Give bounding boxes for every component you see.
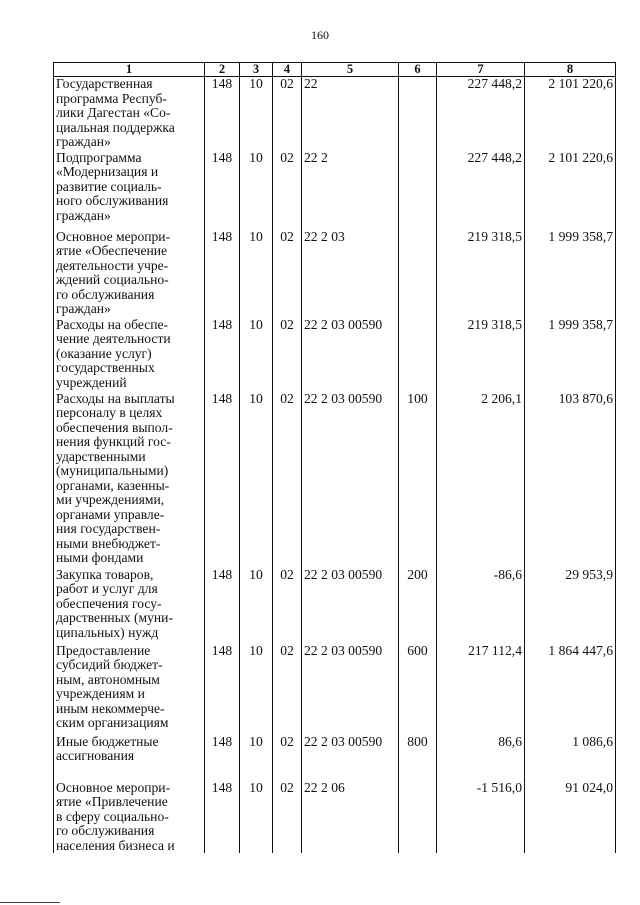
amount-change-cell: 227 448,2 xyxy=(437,151,525,230)
row-name-line: дарственных (муни- xyxy=(56,610,173,625)
target-article-cell: 22 2 03 00590 xyxy=(302,392,399,568)
table-row xyxy=(54,392,616,568)
row-name-line: обеспечения выпол- xyxy=(56,419,173,435)
target-article-cell: 22 xyxy=(302,77,399,151)
amount-total-cell: 1 999 358,7 xyxy=(525,318,616,392)
row-name-line: ми учреждениями, xyxy=(56,492,165,507)
row-name-line: Расходы на обеспе- xyxy=(56,316,169,332)
target-article-cell: 22 2 03 00590 xyxy=(302,735,399,781)
section-cell: 10 xyxy=(240,318,273,392)
column-header: 3 xyxy=(240,63,273,77)
column-header: 6 xyxy=(399,63,437,77)
row-name-line: органами управле- xyxy=(56,506,165,522)
row-name-line: граждан» xyxy=(56,134,111,149)
section-cell: 10 xyxy=(240,392,273,568)
subsection-cell: 02 xyxy=(273,151,302,230)
row-name-line: иным некоммерче- xyxy=(56,700,165,716)
table-header-row xyxy=(54,63,616,77)
row-name-line: циальная поддержка xyxy=(56,119,175,135)
row-name-line: учреждений xyxy=(56,374,127,390)
target-article-cell: 22 2 06 xyxy=(302,781,399,854)
column-header: 8 xyxy=(525,63,616,77)
expense-type-cell: 100 xyxy=(399,392,437,568)
row-name-line: го обслуживания xyxy=(56,286,155,302)
subsection-cell: 02 xyxy=(273,644,302,735)
table-row xyxy=(54,735,616,781)
footnote-divider xyxy=(0,902,60,903)
row-name-line: ния государствен- xyxy=(56,521,161,536)
expense-type-cell xyxy=(399,151,437,230)
code-cell: 148 xyxy=(205,318,240,392)
subsection-cell: 02 xyxy=(273,318,302,392)
row-name-line: в сферу социально- xyxy=(56,808,169,824)
expense-type-cell: 200 xyxy=(399,568,437,644)
row-name-line: работ и услуг для xyxy=(56,581,158,596)
amount-total-cell: 1 999 358,7 xyxy=(525,230,616,318)
column-header: 1 xyxy=(54,63,205,77)
subsection-cell: 02 xyxy=(273,735,302,781)
code-cell: 148 xyxy=(205,77,240,151)
row-name-line: (оказание услуг) xyxy=(56,345,152,361)
row-name-line: нения функций гос- xyxy=(56,434,171,449)
amount-change-cell: 219 318,5 xyxy=(437,230,525,318)
row-name-cell xyxy=(54,151,205,230)
row-name-line: ципальных) нужд xyxy=(56,624,159,640)
amount-change-cell: 2 206,1 xyxy=(437,392,525,568)
row-name-line: ятие «Обеспечение xyxy=(56,243,168,258)
row-name-line: ударственными xyxy=(56,448,146,464)
amount-total-cell: 29 953,9 xyxy=(525,568,616,644)
row-name-line: Закупка товаров, xyxy=(56,566,154,582)
row-name-line: развитие социаль- xyxy=(56,178,162,194)
table-row xyxy=(54,781,616,854)
expense-type-cell xyxy=(399,77,437,151)
code-cell: 148 xyxy=(205,230,240,318)
expense-type-cell xyxy=(399,318,437,392)
table-row xyxy=(54,318,616,392)
table-body xyxy=(54,77,616,854)
amount-change-cell: -86,6 xyxy=(437,568,525,644)
column-header: 5 xyxy=(302,63,399,77)
section-cell: 10 xyxy=(240,77,273,151)
amount-total-cell: 91 024,0 xyxy=(525,781,616,854)
code-cell: 148 xyxy=(205,781,240,854)
table-row xyxy=(54,230,616,318)
row-name-line: граждан» xyxy=(56,207,111,223)
row-name-cell xyxy=(54,644,205,735)
section-cell: 10 xyxy=(240,644,273,735)
amount-change-cell: 219 318,5 xyxy=(437,318,525,392)
budget-table xyxy=(53,62,616,853)
row-name-cell xyxy=(54,781,205,854)
row-name-line: органами, казенны- xyxy=(56,477,170,493)
amount-change-cell: 227 448,2 xyxy=(437,77,525,151)
code-cell: 148 xyxy=(205,644,240,735)
row-name-cell xyxy=(54,318,205,392)
expense-type-cell: 800 xyxy=(399,735,437,781)
row-name-line: граждан» xyxy=(56,301,111,316)
code-cell: 148 xyxy=(205,568,240,644)
row-name-line: Основное меропри- xyxy=(56,228,171,244)
row-name-line: субсидий бюджет- xyxy=(56,657,163,672)
row-name-line: «Модернизация и xyxy=(56,164,159,179)
row-name-line: чение деятельности xyxy=(56,331,171,346)
target-article-cell: 22 2 03 00590 xyxy=(302,568,399,644)
row-name-line: ским организациям xyxy=(56,715,169,730)
code-cell: 148 xyxy=(205,735,240,781)
subsection-cell: 02 xyxy=(273,230,302,318)
page-number: 160 xyxy=(311,28,329,42)
target-article-cell: 22 2 03 00590 xyxy=(302,318,399,392)
row-name-line: ными фондами xyxy=(56,550,144,565)
target-article-cell: 22 2 xyxy=(302,151,399,230)
amount-total-cell: 103 870,6 xyxy=(525,392,616,568)
amount-total-cell: 2 101 220,6 xyxy=(525,151,616,230)
row-name-line: государственных xyxy=(56,360,155,375)
row-name-line: Иные бюджетные xyxy=(56,733,159,749)
row-name-line: лики Дагестан «Со- xyxy=(56,105,171,120)
row-name-cell xyxy=(54,230,205,318)
code-cell: 148 xyxy=(205,151,240,230)
row-name-line: населения бизнеса и xyxy=(56,837,175,853)
amount-change-cell: -1 516,0 xyxy=(437,781,525,854)
subsection-cell: 02 xyxy=(273,568,302,644)
row-name-line: ным, автономным xyxy=(56,671,160,687)
target-article-cell: 22 2 03 xyxy=(302,230,399,318)
column-header: 4 xyxy=(273,63,302,77)
row-name-line: Основное меропри- xyxy=(56,779,171,795)
expense-type-cell: 600 xyxy=(399,644,437,735)
row-name-line: деятельности учре- xyxy=(56,257,169,273)
section-cell: 10 xyxy=(240,568,273,644)
section-cell: 10 xyxy=(240,781,273,854)
row-name-line: ными внебюджет- xyxy=(56,535,161,551)
row-name-cell xyxy=(54,392,205,568)
row-name-line: ного обслуживания xyxy=(56,193,169,208)
row-name-cell xyxy=(54,735,205,781)
row-name-line: программа Респуб- xyxy=(56,90,167,106)
table-row xyxy=(54,644,616,735)
subsection-cell: 02 xyxy=(273,77,302,151)
section-cell: 10 xyxy=(240,230,273,318)
amount-change-cell: 217 112,4 xyxy=(437,644,525,735)
column-header: 2 xyxy=(205,63,240,77)
row-name-line: го обслуживания xyxy=(56,823,155,838)
table-row xyxy=(54,151,616,230)
column-header: 7 xyxy=(437,63,525,77)
amount-total-cell: 1 086,6 xyxy=(525,735,616,781)
table-row xyxy=(54,568,616,644)
expense-type-cell xyxy=(399,230,437,318)
subsection-cell: 02 xyxy=(273,781,302,854)
row-name-line: (муниципальными) xyxy=(56,463,169,478)
row-name-line: ятие «Привлечение xyxy=(56,794,168,809)
row-name-line: учреждениям и xyxy=(56,686,145,701)
row-name-line: персоналу в целях xyxy=(56,405,163,420)
subsection-cell: 02 xyxy=(273,392,302,568)
row-name-line: ассигнования xyxy=(56,748,135,763)
amount-total-cell: 2 101 220,6 xyxy=(525,77,616,151)
expense-type-cell xyxy=(399,781,437,854)
target-article-cell: 22 2 03 00590 xyxy=(302,644,399,735)
table-row xyxy=(54,77,616,151)
row-name-line: Государственная xyxy=(56,76,153,91)
row-name-cell xyxy=(54,77,205,151)
amount-total-cell: 1 864 447,6 xyxy=(525,644,616,735)
row-name-line: Подпрограмма xyxy=(56,149,142,165)
row-name-cell xyxy=(54,568,205,644)
row-name-line: обеспечения госу- xyxy=(56,595,162,611)
row-name-line: ждений социально- xyxy=(56,272,169,287)
code-cell: 148 xyxy=(205,392,240,568)
section-cell: 10 xyxy=(240,735,273,781)
amount-change-cell: 86,6 xyxy=(437,735,525,781)
row-name-line: Предоставление xyxy=(56,642,151,658)
row-name-line: Расходы на выплаты xyxy=(56,390,175,406)
section-cell: 10 xyxy=(240,151,273,230)
